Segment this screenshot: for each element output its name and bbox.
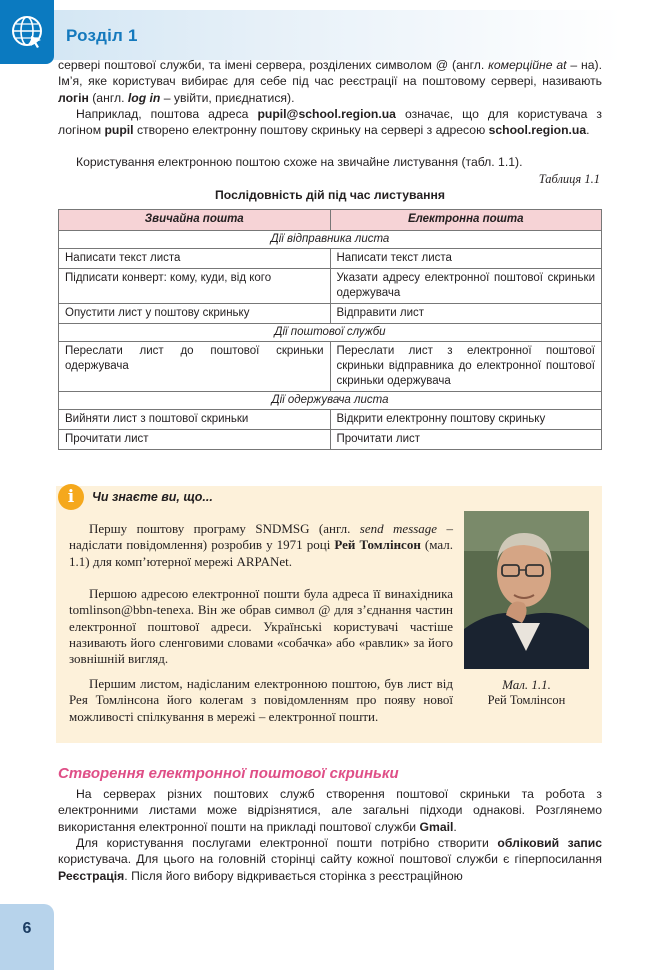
table-number: Таблиця 1.1 (538, 172, 600, 186)
figure-caption: Рей Томлінсон (487, 693, 566, 707)
table-row: Написати текст листа Написати текст листа (59, 249, 602, 269)
info-paragraph-3: Першим листом, надісланим електронною поштою, був лист від Рея Томлінсона його колегам з повідомленням про появу нової можливості спілкування в мережі – електронної пошти. (69, 676, 453, 724)
figure-number: Мал. 1.1. (502, 677, 551, 692)
table-row: Прочитати лист Прочитати лист (59, 430, 602, 450)
paragraph-example: Наприклад, поштова адреса pupil@school.region.ua означає, що для користувача з логіном pupil створено електронну поштову скриньку на сервері з адресою school.region.ua. (58, 107, 602, 138)
table-title: Послідовність дій під час листування (215, 188, 445, 202)
section-heading: Створення електронної поштової скриньки (58, 765, 399, 782)
info-paragraph-1: Першу поштову програму SNDMSG (англ. send message – надіслати повідомлення) розробив у 1971 році Рей Томлінсон (мал. 1.1) для комп’ютерної мережі ARPANet. (69, 521, 453, 569)
group-row: Дії одержувача листа (59, 392, 602, 410)
globe-badge (0, 0, 54, 64)
header-email: Електронна пошта (330, 210, 602, 231)
globe-icon (10, 14, 44, 48)
group-row: Дії поштової служби (59, 324, 602, 342)
section-title: Розділ 1 (66, 26, 138, 45)
info-icon: i (58, 484, 84, 510)
table-row: Вийняти лист з поштової скриньки Відкрити електронну поштову скриньку (59, 410, 602, 430)
group-row: Дії відправника листа (59, 231, 602, 249)
info-paragraph-2: Першою адресою електронної пошти була адреса її винахідника tomlinson@bbn-tenexa. Він же обрав символ @ для з’єднання частин електронної поштової адреси. Українські користувачі частіше називають його сленговими словами «собачка» або «равлик» за його зовнішній вигляд. (69, 586, 453, 667)
paragraph-compare: Користування електронною поштою схоже на звичайне листування (табл. 1.1). (76, 155, 523, 169)
header-regular-mail: Звичайна пошта (59, 210, 331, 231)
table-row: Опустити лист у поштову скриньку Відправити лист (59, 304, 602, 324)
page-number: 6 (22, 920, 32, 937)
page-header (0, 0, 654, 64)
table-header-row (59, 210, 602, 231)
paragraph-mail-services: На серверах різних поштових служб створення поштової скриньки та робота з електронними листами може відрізнятися, але загальні підходи однакові. Розглянемо використання електронної пошти на прикладі поштової служби Gmail. (58, 787, 602, 834)
table-row: Підписати конверт: кому, куди, від кого Указати адресу електронної поштової скриньки одержувача (59, 269, 602, 304)
did-you-know-title: Чи знаєте ви, що... (92, 490, 213, 504)
table-row: Переслати лист до поштової скриньки одержувача Переслати лист з електронної поштової скриньки відправника до електронної поштової скриньки одержувача (59, 342, 602, 392)
portrait-illustration (464, 511, 589, 669)
paragraph-account: Для користування послугами електронної пошти потрібно створити обліковий запис користувача. Для цього на головній сторінці сайту кожної поштової служби є гіперпосилання Реєстрація. Після його вибору відкривається сторінка з реєстраційною (58, 836, 602, 883)
comparison-table (58, 209, 602, 450)
paragraph-intro: сервері поштової служби, та імені сервера, розділених символом @ (англ. комерційне at – на). Ім’я, яке користувач вибирає для себе під час реєстрації на поштовому сервері, називають логін (англ. log in – увійти, приєднатися). (58, 58, 603, 105)
portrait-photo (464, 511, 589, 669)
